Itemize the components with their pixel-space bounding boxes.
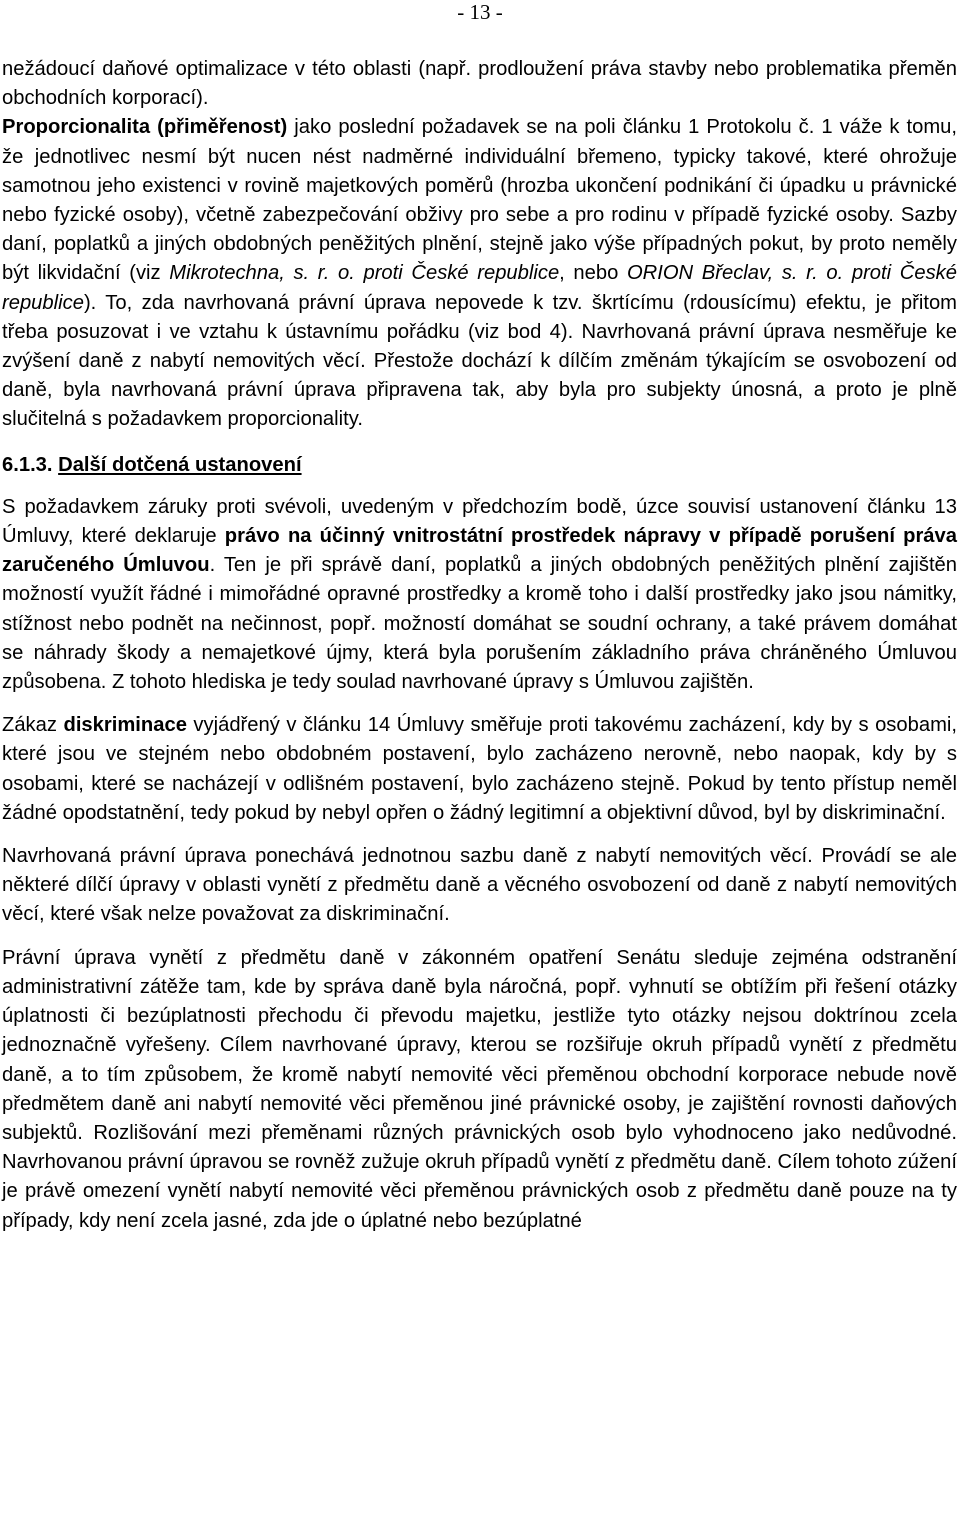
paragraph-text: vyjádřený v článku 14 Úmluvy směřuje proti takovému zacházení, kdy by s osobami, které jsou ve stejném nebo obdobném postavení, bylo zacházeno nerovně, nebo naopak, kdy by s osobami, které se nacházejí v odlišném postavení, bylo zacházeno stejně. Pokud by tento přístup neměl žádné opodstatnění, tedy pokud by nebyl opřen o žádný legitimní a objektivní důvod, byl by diskriminační.: [2, 714, 957, 824]
paragraph-text: Právní úprava vynětí z předmětu daně v zákonném opatření Senátu sleduje zejména odstranění administrativní zátěže tam, kde by správa daně byla náročná, popř. vyhnutí se obtížím při řešení otázky úplatnosti či bezúplatnosti přechodu či převodu majetku, jestliže tyto otázky nejsou doktrínou zcela jednoznačně vyřešeny. Cílem navrhované úpravy, kterou se rozšiřuje okruh případů vynětí z předmětu daně, a to tím způsobem, že kromě nabytí nemovité věci přeměnou obchodní korporace nebude nově předmětem daně ani nabytí nemovité věci přeměnou jiné právnické osoby, je zajištění rovnosti daňových subjektů. Rozlišování mezi přeměnami různých právnických osob bylo vyhodnoceno jako nedůvodné. Navrhovanou právní úpravou se rovněž zužuje okruh případů vynětí z předmětu daně. Cílem tohoto zúžení je právě omezení vynětí nabytí nemovité věci přeměnou právnických osob z předmětu daně pouze na ty případy, kdy není zcela jasné, zda jde o úplatné nebo bezúplatné: [2, 946, 957, 1232]
paragraph-remedy: [2, 493, 957, 697]
paragraph-proportionality: [2, 113, 957, 434]
paragraph-discrimination: [2, 711, 957, 828]
section-number: 6.1.3.: [2, 453, 53, 476]
case-citation-mikrotechna: Mikrotechna, s. r. o. proti České republice: [169, 262, 560, 285]
paragraph-text: nežádoucí daňové optimalizace v této oblasti (např. prodloužení práva stavby nebo problematika přeměn obchodních korporací).: [2, 58, 957, 110]
paragraph-text: Zákaz: [2, 714, 64, 737]
section-heading: [2, 451, 957, 480]
bold-term-discrimination: diskriminace: [63, 714, 187, 737]
paragraph-text: jako poslední požadavek se na poli článku 1 Protokolu č. 1 váže k tomu, že jednotlivec nesmí být nucen nést nadměrné individuální břemeno, typicky takové, které ohrožuje samotnou jeho existenci v rovině majetkových poměrů (hrozba ukončení podnikání či úpadku u právnické nebo fyzické osoby), včetně zabezpečování obživy pro sebe a pro rodinu v případě fyzické osoby. Sazby daní, poplatků a jiných obdobných peněžitých plnění, stejně jako výše případných pokut, by proto neměly být likvidační (viz: [2, 116, 957, 285]
bold-term-proportionality: Proporcionalita (přiměřenost): [2, 116, 288, 139]
paragraph-text: ). To, zda navrhovaná právní úprava nepovede k tzv. škrtícímu (rdousícímu) efektu, je přitom třeba posuzovat i ve vztahu k ústavnímu pořádku (viz bod 4). Navrhovaná právní úprava nesměřuje ke zvýšení daně z nabytí nemovitých věcí. Přestože dochází k dílčím změnám týkajícím se osvobození od daně, byla navrhovaná právní úprava připravena tak, aby byla pro subjekty únosná, a proto je plně slučitelná s požadavkem proporcionality.: [2, 291, 957, 431]
paragraph-text: Navrhovaná právní úprava ponechává jednotnou sazbu daně z nabytí nemovitých věcí. Provádí se ale některé dílčí úpravy v oblasti vynětí z předmětu daně a věcného osvobození od daně z nabytí nemovitých věcí, které však nelze považovat za diskriminační.: [2, 845, 957, 926]
page-number: - 13 -: [457, 0, 503, 24]
paragraph-text: , nebo: [559, 262, 627, 285]
paragraph-text: . Ten je při správě daní, poplatků a jiných obdobných peněžitých plnění zajištěn možností využít řádné i mimořádné opravné prostředky a kromě toho i další prostředky jako jsou námitky, stížnost nebo podnět na nečinnost, popř. možností domáhat se soudní ochrany, a také právem domáhat se náhrady škody a nemajetkové újmy, která byla porušením základního práva chráněného Úmluvou způsobena. Z tohoto hlediska je tedy soulad navrhované úpravy s Úmluvou zajištěn.: [2, 554, 958, 694]
case-citation-orion: ORION Břeclav, s. r. o. proti České republice: [2, 262, 957, 314]
bold-term-remedy: právo na účinný vnitrostátní prostředek nápravy v případě porušení práva zaručeného Úmluvou: [2, 525, 957, 577]
section-title: Další dotčená ustanovení: [58, 453, 302, 476]
paragraph-optimization: [2, 55, 957, 113]
paragraph-tax-rate: [2, 842, 957, 930]
page-content: [2, 55, 957, 1236]
paragraph-exemption: [2, 944, 957, 1236]
paragraph-text: S požadavkem záruky proti svévoli, uvedeným v předchozím bodě, úzce souvisí ustanovení článku 13 Úmluvy, které deklaruje: [2, 495, 957, 548]
